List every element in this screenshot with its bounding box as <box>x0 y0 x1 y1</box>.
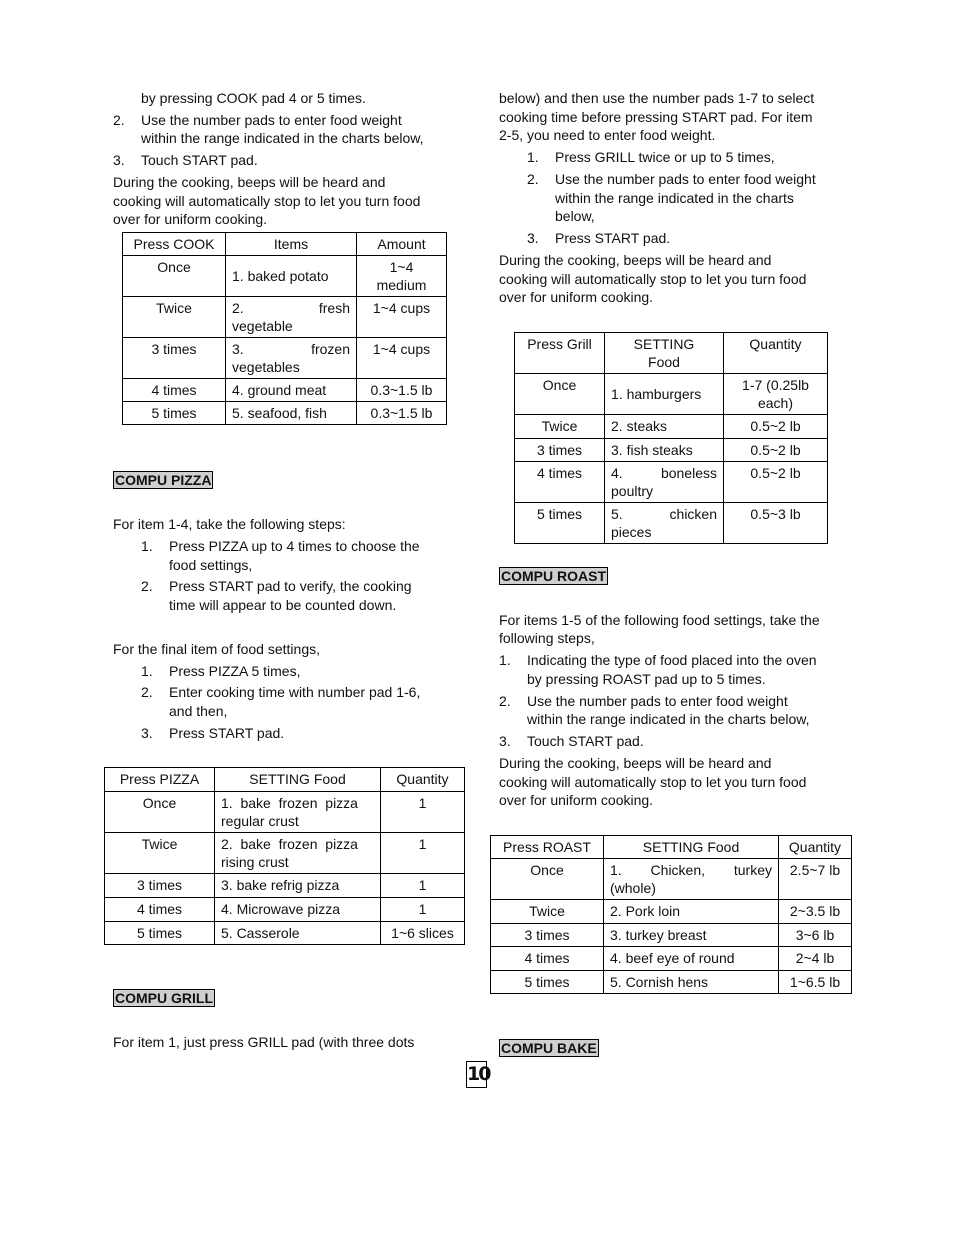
instruction-line: and then, <box>169 703 228 719</box>
table-row <box>491 947 852 971</box>
press-cell: Twice <box>123 297 226 338</box>
quantity-cell <box>724 374 828 415</box>
header-line: SETTING <box>633 336 695 352</box>
food-text: 5. <box>611 506 623 522</box>
header-cell: Press COOK <box>123 233 226 256</box>
amount-cell <box>357 256 447 297</box>
item-text: frozen <box>311 341 350 357</box>
instruction-line: Enter cooking time with number pad 1-6, <box>169 684 421 700</box>
table-row <box>515 462 828 503</box>
grill-table <box>514 332 828 544</box>
instruction-line: time will appear to be counted down. <box>169 597 397 613</box>
step-number: 2. <box>499 693 511 709</box>
instruction-line: within the range indicated in the charts <box>555 190 794 206</box>
food-cell: 2. steaks <box>605 415 724 439</box>
table-row <box>491 924 852 947</box>
food-text: 4. <box>611 465 623 481</box>
header-cell: Press PIZZA <box>105 768 215 792</box>
food-text: rising crust <box>221 854 289 870</box>
table-row <box>123 297 447 338</box>
quantity-cell: 1 <box>381 874 465 898</box>
step-number: 1. <box>527 149 539 165</box>
food-text: 1. bake frozen pizza <box>221 795 358 811</box>
paragraph-line: During the cooking, beeps will be heard and <box>113 174 386 190</box>
amount-cell: 1~4 cups <box>357 297 447 338</box>
table-header-row <box>491 836 852 859</box>
item-text: vegetable <box>232 318 293 334</box>
table-row <box>515 503 828 544</box>
table-row <box>105 792 465 833</box>
item-cell <box>226 297 357 338</box>
food-cell <box>215 792 381 833</box>
paragraph-line: For the final item of food settings, <box>113 641 320 657</box>
press-cell: 5 times <box>491 971 604 994</box>
step-number: 3. <box>527 230 539 246</box>
food-cell: 1. hamburgers <box>605 374 724 415</box>
paragraph-line: cooking time before pressing START pad. For item <box>499 109 813 125</box>
amount-cell: 0.3~1.5 lb <box>357 379 447 402</box>
instruction-line: Use the number pads to enter food weight <box>141 112 402 128</box>
press-cell: 3 times <box>123 338 226 379</box>
amount-cell: 1~4 cups <box>357 338 447 379</box>
food-text: regular crust <box>221 813 299 829</box>
press-cell: 4 times <box>123 379 226 402</box>
instruction-line: Press GRILL twice or up to 5 times, <box>555 149 775 165</box>
item-text: vegetables <box>232 359 300 375</box>
paragraph-line: below) and then use the number pads 1-7 to select <box>499 90 815 106</box>
food-cell: 5. Casserole <box>215 922 381 945</box>
quantity-cell: 3~6 lb <box>779 924 852 947</box>
instruction-line: within the range indicated in the charts below, <box>527 711 810 727</box>
press-cell: Once <box>491 859 604 900</box>
paragraph-line: over for uniform cooking. <box>499 289 654 305</box>
paragraph-line: following steps, <box>499 630 595 646</box>
quantity-cell: 1 <box>381 833 465 874</box>
instruction-line: below, <box>555 208 595 224</box>
food-cell: 4. Microwave pizza <box>215 898 381 922</box>
food-cell: 3. bake refrig pizza <box>215 874 381 898</box>
quantity-cell: 0.5~2 lb <box>724 462 828 503</box>
food-cell <box>215 833 381 874</box>
food-text: turkey <box>733 862 772 878</box>
paragraph-line: over for uniform cooking. <box>113 211 268 227</box>
item-cell: 1. baked potato <box>226 256 357 297</box>
press-cell: 3 times <box>515 439 605 462</box>
table-header-row <box>123 233 447 256</box>
quantity-cell: 2.5~7 lb <box>779 859 852 900</box>
table-row <box>515 374 828 415</box>
step-number: 1. <box>499 652 511 668</box>
paragraph-line: For item 1, just press GRILL pad (with three dots <box>113 1034 415 1050</box>
header-cell: Quantity <box>724 333 828 374</box>
table-row <box>123 338 447 379</box>
instruction-line: Press START pad. <box>555 230 671 246</box>
instruction-line: Press START pad. <box>169 725 285 741</box>
food-cell <box>605 503 724 544</box>
paragraph-line: For item 1-4, take the following steps: <box>113 516 346 532</box>
table-row <box>491 859 852 900</box>
food-text: 1. <box>610 862 622 878</box>
press-cell: 4 times <box>515 462 605 503</box>
section-heading-compu-roast: COMPU ROAST <box>501 568 606 584</box>
instruction-line: within the range indicated in the charts below, <box>141 130 424 146</box>
header-cell: Amount <box>357 233 447 256</box>
food-text: chicken <box>669 506 717 522</box>
item-cell <box>226 338 357 379</box>
paragraph-line: cooking will automatically stop to let you turn food <box>499 271 807 287</box>
food-text: pieces <box>611 524 652 540</box>
table-row <box>491 900 852 924</box>
item-cell: 4. ground meat <box>226 379 357 402</box>
press-cell: 3 times <box>105 874 215 898</box>
press-cell: Once <box>515 374 605 415</box>
step-number: 2. <box>113 112 125 128</box>
paragraph-line: cooking will automatically stop to let you turn food <box>499 774 807 790</box>
paragraph-line: 2-5, you need to enter food weight. <box>499 127 716 143</box>
item-cell: 5. seafood, fish <box>226 402 357 425</box>
quantity-cell: 1 <box>381 898 465 922</box>
table-row <box>105 922 465 945</box>
section-heading-compu-bake: COMPU BAKE <box>501 1040 597 1056</box>
paragraph-line: over for uniform cooking. <box>499 792 654 808</box>
instruction-line: by pressing COOK pad 4 or 5 times. <box>141 90 366 106</box>
table-row <box>123 402 447 425</box>
press-cell: 4 times <box>105 898 215 922</box>
instruction-line: food settings, <box>169 557 253 573</box>
instruction-line: Press START pad to verify, the cooking <box>169 578 412 594</box>
instruction-line: Press PIZZA 5 times, <box>169 663 301 679</box>
press-cell: Twice <box>515 415 605 439</box>
food-cell <box>605 462 724 503</box>
table-row <box>515 439 828 462</box>
step-number: 3. <box>113 152 125 168</box>
roast-table <box>490 835 852 994</box>
instruction-line: Touch START pad. <box>141 152 258 168</box>
food-text: boneless <box>660 465 717 481</box>
table-row <box>105 874 465 898</box>
instruction-line: Press PIZZA up to 4 times to choose the <box>169 538 420 554</box>
table-row <box>105 833 465 874</box>
step-number: 1. <box>141 663 153 679</box>
press-cell: 5 times <box>123 402 226 425</box>
cook-table <box>122 232 447 425</box>
step-number: 2. <box>141 684 153 700</box>
step-number: 3. <box>499 733 511 749</box>
instruction-line: Indicating the type of food placed into the oven <box>527 652 817 668</box>
quantity-cell: 0.5~2 lb <box>724 415 828 439</box>
header-cell <box>605 333 724 374</box>
header-cell: Items <box>226 233 357 256</box>
quantity-cell: 1 <box>381 792 465 833</box>
press-cell: 4 times <box>491 947 604 971</box>
quantity-cell: 1~6 slices <box>381 922 465 945</box>
header-cell: Press ROAST <box>491 836 604 859</box>
paragraph-line: During the cooking, beeps will be heard and <box>499 252 772 268</box>
quantity-cell: 2~4 lb <box>779 947 852 971</box>
amount-cell: 0.3~1.5 lb <box>357 402 447 425</box>
item-text: 2. <box>232 300 244 316</box>
food-cell: 3. fish steaks <box>605 439 724 462</box>
instruction-line: by pressing ROAST pad up to 5 times. <box>527 671 766 687</box>
quantity-line: 1-7 (0.25lb <box>742 377 809 393</box>
pizza-table <box>104 767 465 945</box>
food-text: Chicken, <box>650 862 706 878</box>
press-cell: Twice <box>105 833 215 874</box>
instruction-line: Use the number pads to enter food weight <box>527 693 788 709</box>
food-text: poultry <box>611 483 654 499</box>
food-text: 2. bake frozen pizza <box>221 836 358 852</box>
food-cell: 4. beef eye of round <box>604 947 779 971</box>
page-number: 10 <box>466 1061 487 1088</box>
food-cell: 2. Pork loin <box>604 900 779 924</box>
amount-line: 1~4 <box>389 259 414 275</box>
press-cell: Once <box>105 792 215 833</box>
quantity-cell: 1~6.5 lb <box>779 971 852 994</box>
item-text: fresh <box>318 300 350 316</box>
header-line: Food <box>648 354 680 370</box>
press-cell: Once <box>123 256 226 297</box>
step-number: 2. <box>527 171 539 187</box>
food-text: (whole) <box>610 880 656 896</box>
step-number: 2. <box>141 578 153 594</box>
quantity-cell: 0.5~2 lb <box>724 439 828 462</box>
section-heading-compu-pizza: COMPU PIZZA <box>115 472 212 488</box>
amount-line: medium <box>376 277 427 293</box>
press-cell: 5 times <box>105 922 215 945</box>
step-number: 3. <box>141 725 153 741</box>
table-row <box>123 256 447 297</box>
table-row <box>123 379 447 402</box>
instruction-line: Use the number pads to enter food weight <box>555 171 816 187</box>
header-cell: Quantity <box>779 836 852 859</box>
press-cell: 5 times <box>515 503 605 544</box>
header-cell: Quantity <box>381 768 465 792</box>
instruction-line: Touch START pad. <box>527 733 644 749</box>
header-cell: SETTING Food <box>215 768 381 792</box>
quantity-cell: 2~3.5 lb <box>779 900 852 924</box>
food-cell: 5. Cornish hens <box>604 971 779 994</box>
quantity-line: each) <box>757 395 794 411</box>
paragraph-line: cooking will automatically stop to let you turn food <box>113 193 421 209</box>
table-row <box>491 971 852 994</box>
section-heading-compu-grill: COMPU GRILL <box>115 990 213 1006</box>
item-text: 3. <box>232 341 244 357</box>
table-row <box>105 898 465 922</box>
table-header-row <box>105 768 465 792</box>
paragraph-line: During the cooking, beeps will be heard and <box>499 755 772 771</box>
food-cell <box>604 859 779 900</box>
header-cell: Press Grill <box>515 333 605 374</box>
paragraph-line: For items 1-5 of the following food settings, take the <box>499 612 820 628</box>
food-cell: 3. turkey breast <box>604 924 779 947</box>
header-cell: SETTING Food <box>604 836 779 859</box>
table-header-row <box>515 333 828 374</box>
step-number: 1. <box>141 538 153 554</box>
press-cell: 3 times <box>491 924 604 947</box>
press-cell: Twice <box>491 900 604 924</box>
table-row <box>515 415 828 439</box>
quantity-cell: 0.5~3 lb <box>724 503 828 544</box>
